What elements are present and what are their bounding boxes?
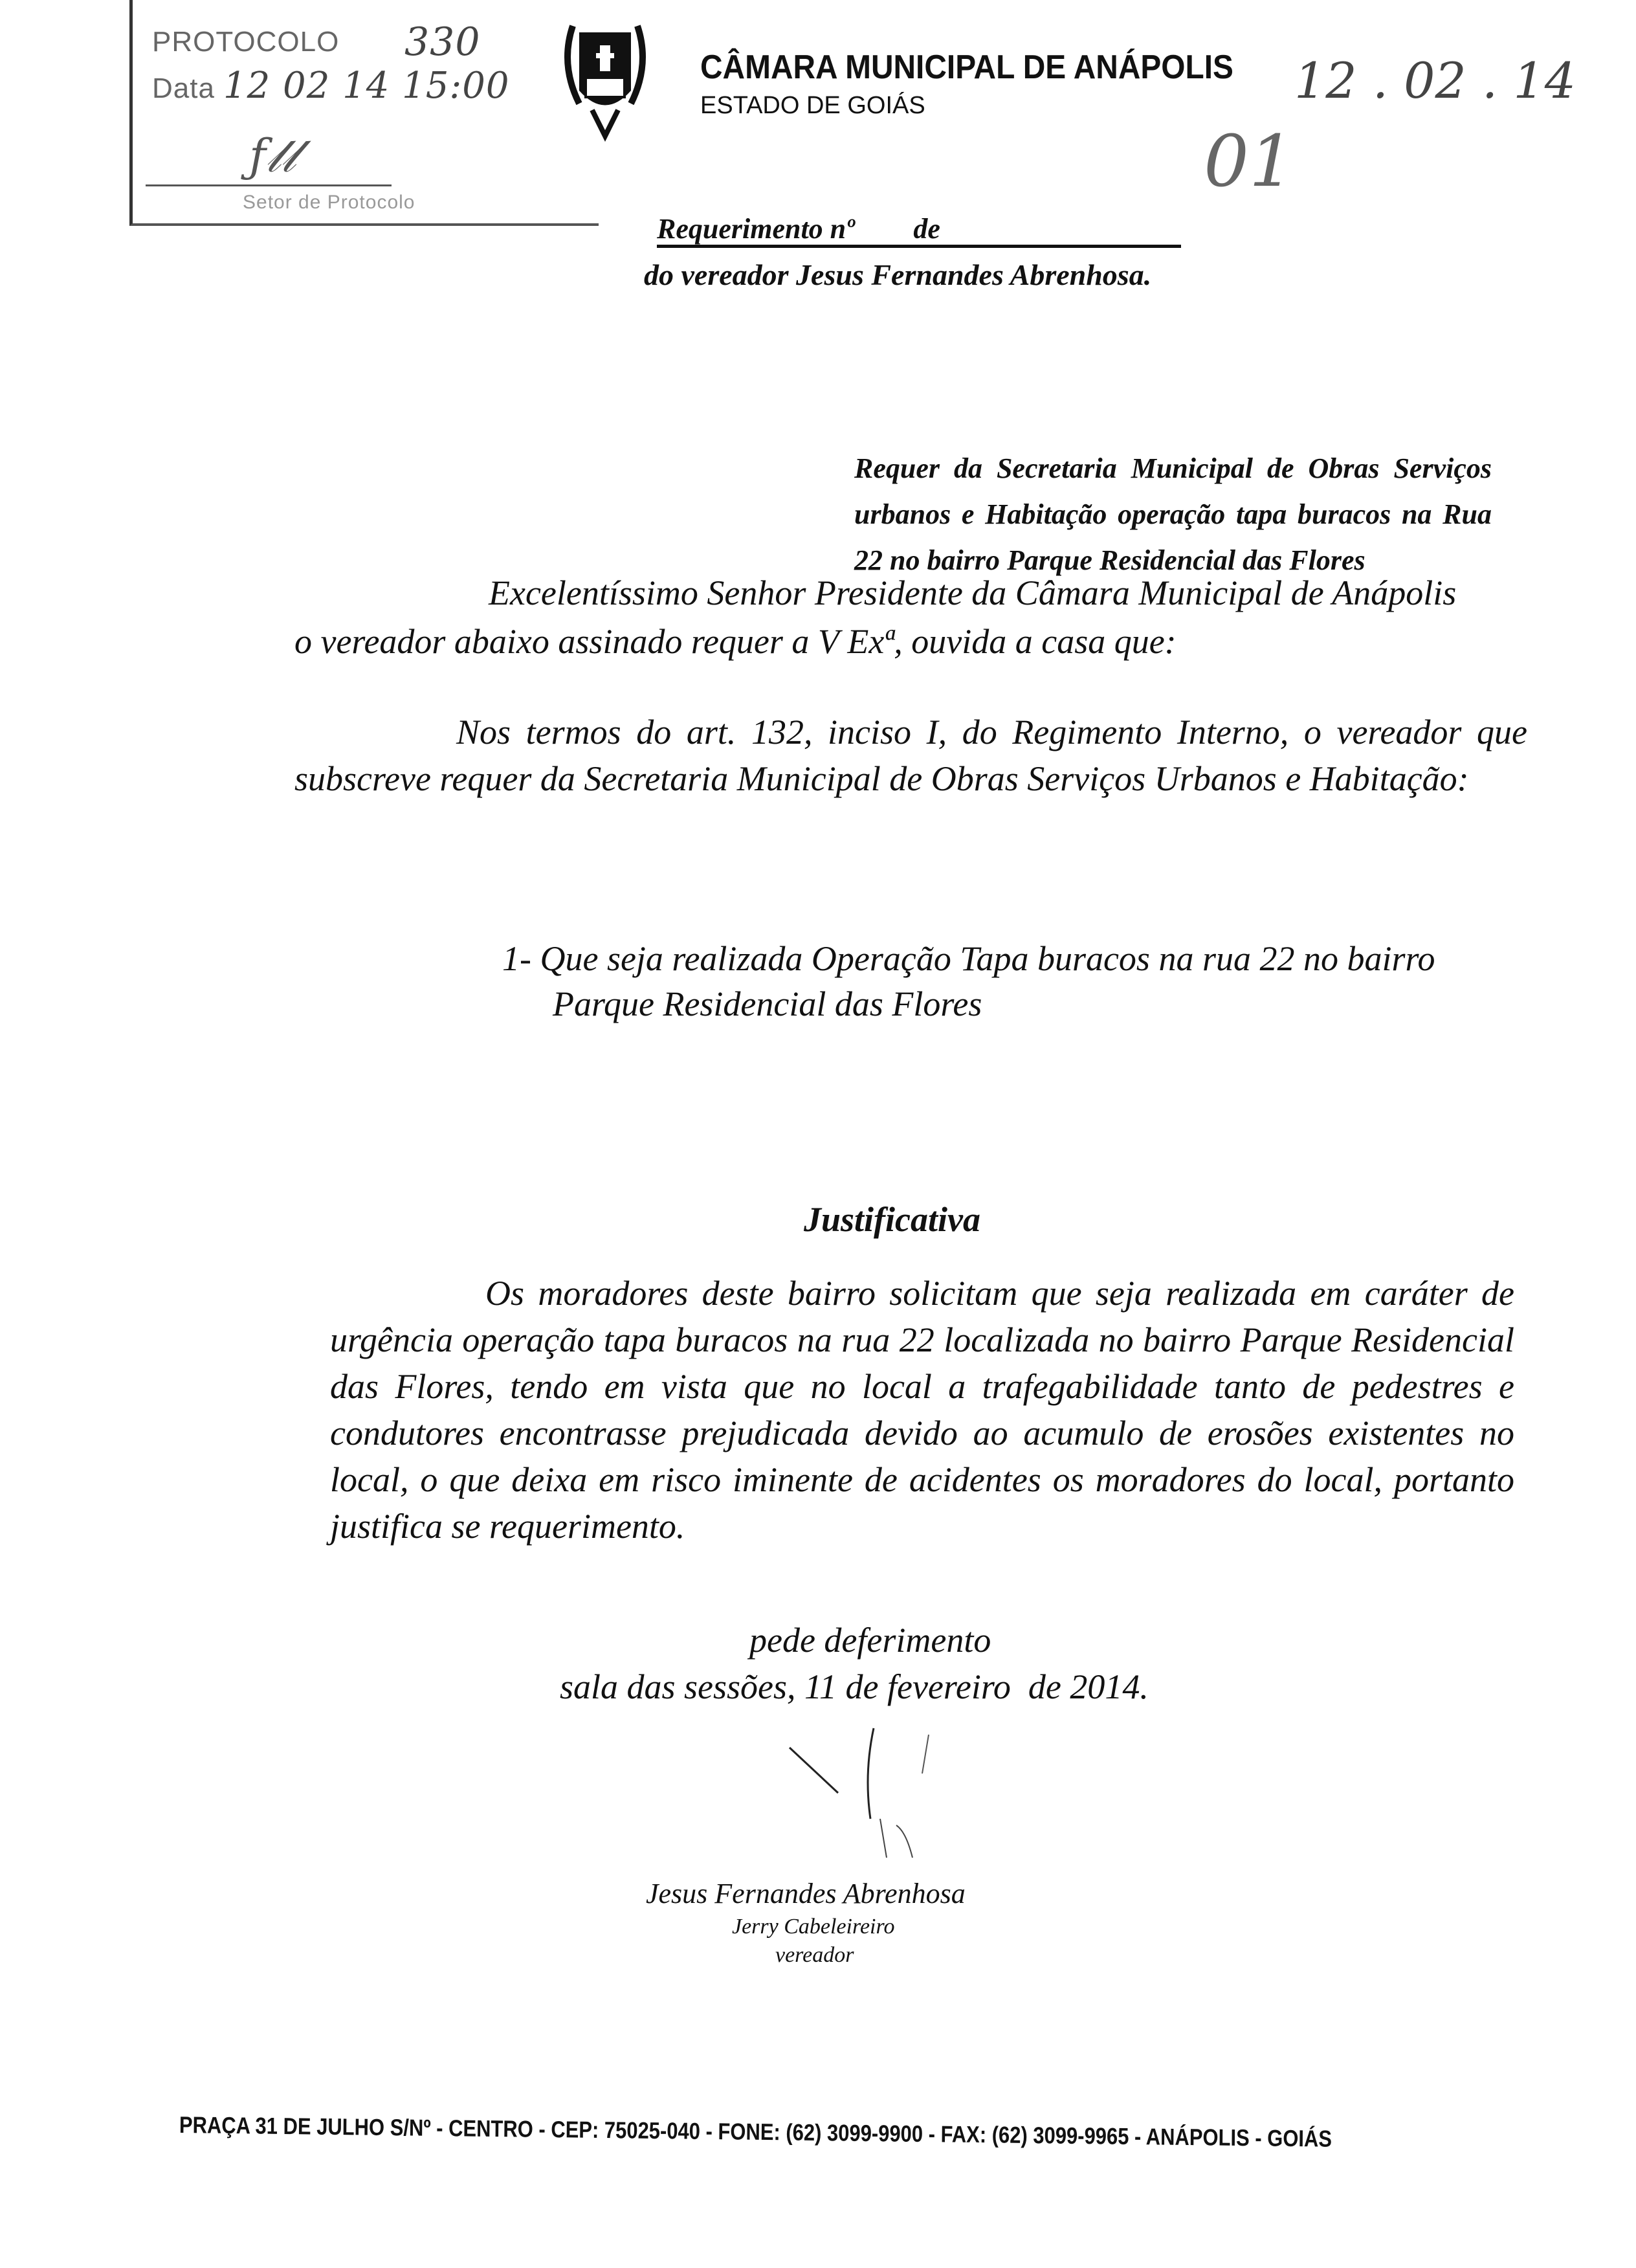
item-1-line-2: Parque Residencial das Flores xyxy=(553,984,982,1023)
salutation-line-1: Excelentíssimo Senhor Presidente da Câmara Municipal de Anápolis xyxy=(489,573,1457,612)
request-subject: Requer da Secretaria Municipal de Obras Serviços urbanos e Habitação operação tapa buracos na Rua 22 no bairro Parque Residencial das Flores xyxy=(854,452,1492,576)
item-1-line-1: 1- Que seja realizada Operação Tapa buracos na rua 22 no bairro xyxy=(502,939,1435,978)
signature xyxy=(777,1722,951,1871)
protocol-stamp xyxy=(129,0,599,226)
institution-subtitle: ESTADO DE GOIÁS xyxy=(700,92,925,119)
request-number-label: Requerimento nº xyxy=(657,213,855,245)
stamp-signature: ƒ𝓁𝓁 xyxy=(249,129,296,183)
justification-title: Justificativa xyxy=(804,1200,980,1239)
institution-title: CÂMARA MUNICIPAL DE ANÁPOLIS xyxy=(700,49,1233,86)
stamp-date-value: 12 02 14 15:00 xyxy=(223,65,510,107)
handwritten-mark: 01 xyxy=(1204,120,1294,203)
closing-place-date: sala das sessões, 11 de fevereiro de 2014. xyxy=(560,1667,1149,1706)
request-author: do vereador Jesus Fernandes Abrenhosa. xyxy=(644,258,1152,291)
request-de-label: de xyxy=(913,213,940,245)
closing-request: pede deferimento xyxy=(749,1621,991,1660)
stamp-bottom-text: Setor de Protocolo xyxy=(243,192,415,213)
signatory-name: Jesus Fernandes Abrenhosa xyxy=(646,1878,966,1909)
salutation-line-2: o vereador abaixo assinado requer a V Exª, ouvida a casa que: xyxy=(294,622,1177,661)
signatory-nickname: Jerry Cabeleireiro xyxy=(732,1915,895,1939)
coat-of-arms-logo xyxy=(553,6,657,142)
stamp-divider xyxy=(146,184,392,186)
justification-text: Os moradores deste bairro solicitam que seja realizada em caráter de urgência operação tapa buracos na rua 22 localizada no bairro Parque Residencial das Flores, tendo em vista que no local a trafegabilidade tanto de pedestres e condutores encontrasse prejudicada devido ao acumulo de erosões existentes no local, o que deixa em risco iminente de acidentes os moradores do local, portanto justifica se requerimento. xyxy=(330,1274,1514,1546)
stamp-protocol-label: PROTOCOLO xyxy=(152,26,340,58)
signatory-role: vereador xyxy=(775,1943,854,1967)
request-heading xyxy=(657,212,1181,248)
stamp-protocol-number: 330 xyxy=(404,19,481,65)
footer-address: PRAÇA 31 DE JULHO S/Nº - CENTRO - CEP: 75025-040 - FONE: (62) 3099-9900 - FAX: (62) 3099-9965 - ANÁPOLIS - GOIÁS xyxy=(179,2111,1332,2152)
paragraph-regiment: Nos termos do art. 132, inciso I, do Regimento Interno, o vereador que subscreve requer da Secretaria Municipal de Obras Serviços Urbanos e Habitação: xyxy=(294,713,1527,798)
handwritten-date: 12 . 02 . 14 xyxy=(1294,52,1576,109)
stamp-date-label: Data xyxy=(152,72,215,104)
